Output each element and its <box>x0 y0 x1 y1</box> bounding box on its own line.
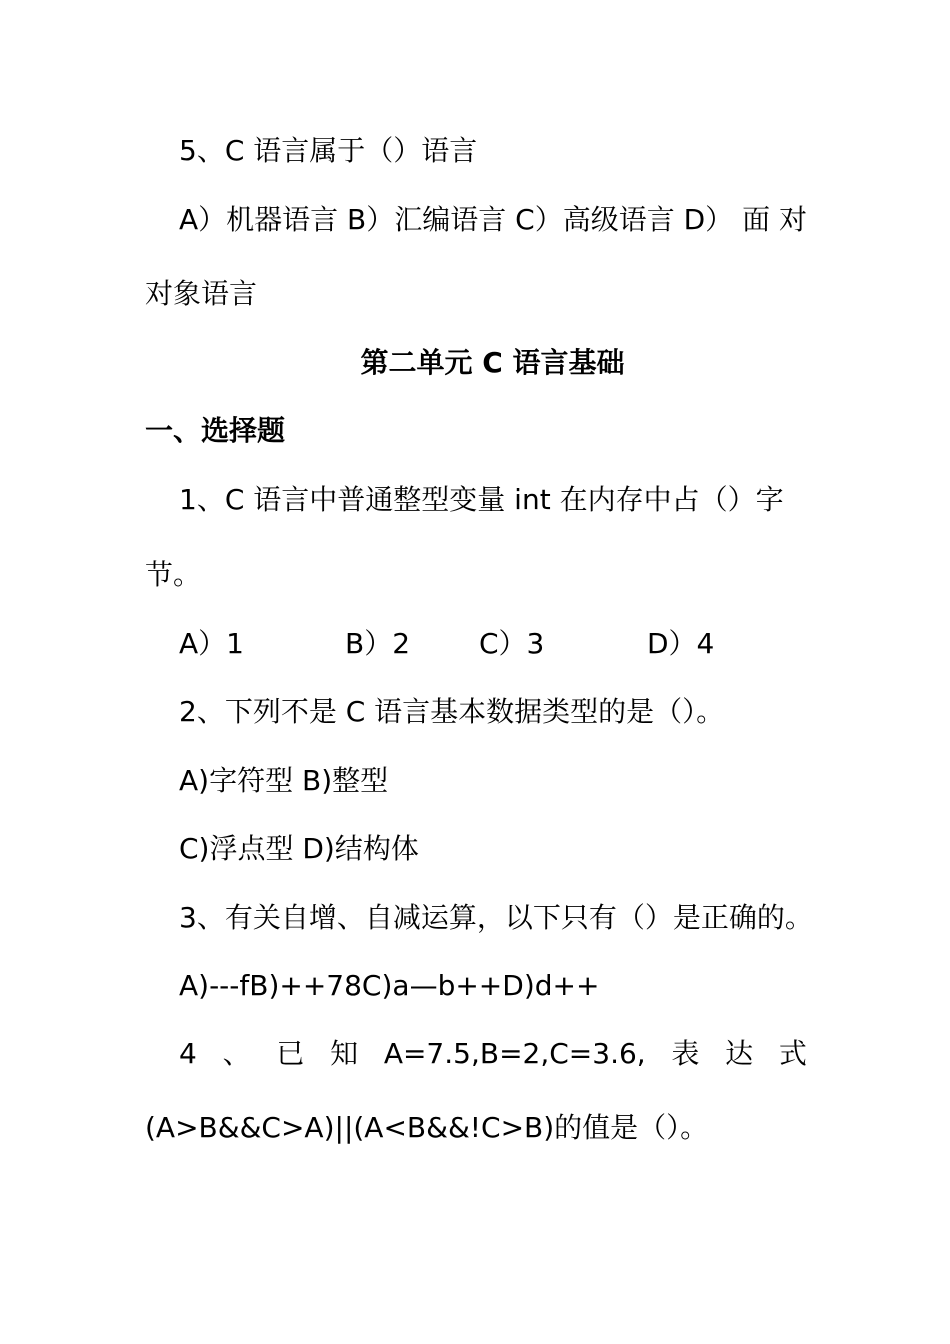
question-4-stem-part: 表 <box>671 1037 700 1070</box>
section-title: 一、选择题 <box>145 414 286 447</box>
question-3-options: A)---fB)++78C)a—b++D)d++ <box>179 969 600 1002</box>
question-2-options-line2: C)浮点型 D)结构体 <box>179 832 419 865</box>
question-1-option-b: B）2 <box>345 627 411 660</box>
question-1-stem-line1: 1、C 语言中普通整型变量 int 在内存中占（）字 <box>179 483 784 516</box>
question-4-stem-part: 式 <box>778 1037 807 1070</box>
question-4-stem-line2: (A>B&&C>A)||(A<B&&!C>B)的值是（）。 <box>145 1111 709 1144</box>
question-5-options-line2: 对象语言 <box>145 277 258 310</box>
question-1-option-c: C）3 <box>479 627 545 660</box>
question-4-stem-part: 、 <box>222 1037 251 1070</box>
question-4-stem-part: 达 <box>725 1037 754 1070</box>
question-4-stem-part: 4 <box>179 1037 197 1070</box>
question-2-options-line1: A)字符型 B)整型 <box>179 764 389 797</box>
question-4-stem-part: 知 <box>330 1037 359 1070</box>
question-5-stem: 5、C 语言属于（）语言 <box>179 134 478 167</box>
question-5-options-line1: A）机器语言 B）汇编语言 C）高级语言 D） 面 对 <box>179 203 807 236</box>
question-1-stem-line2: 节。 <box>145 558 202 591</box>
question-2-stem: 2、下列不是 C 语言基本数据类型的是（）。 <box>179 695 725 728</box>
question-4-stem-part: A=7.5,B=2,C=3.6, <box>383 1037 646 1070</box>
question-1-option-a: A）1 <box>179 627 244 660</box>
unit-title: 第二单元 C 语言基础 <box>360 346 625 379</box>
question-3-stem: 3、有关自增、自减运算，以下只有（）是正确的。 <box>179 901 813 934</box>
question-4-stem-part: 已 <box>276 1037 305 1070</box>
question-1-option-d: D）4 <box>647 627 715 660</box>
question-4-stem-line1 <box>179 1036 807 1072</box>
